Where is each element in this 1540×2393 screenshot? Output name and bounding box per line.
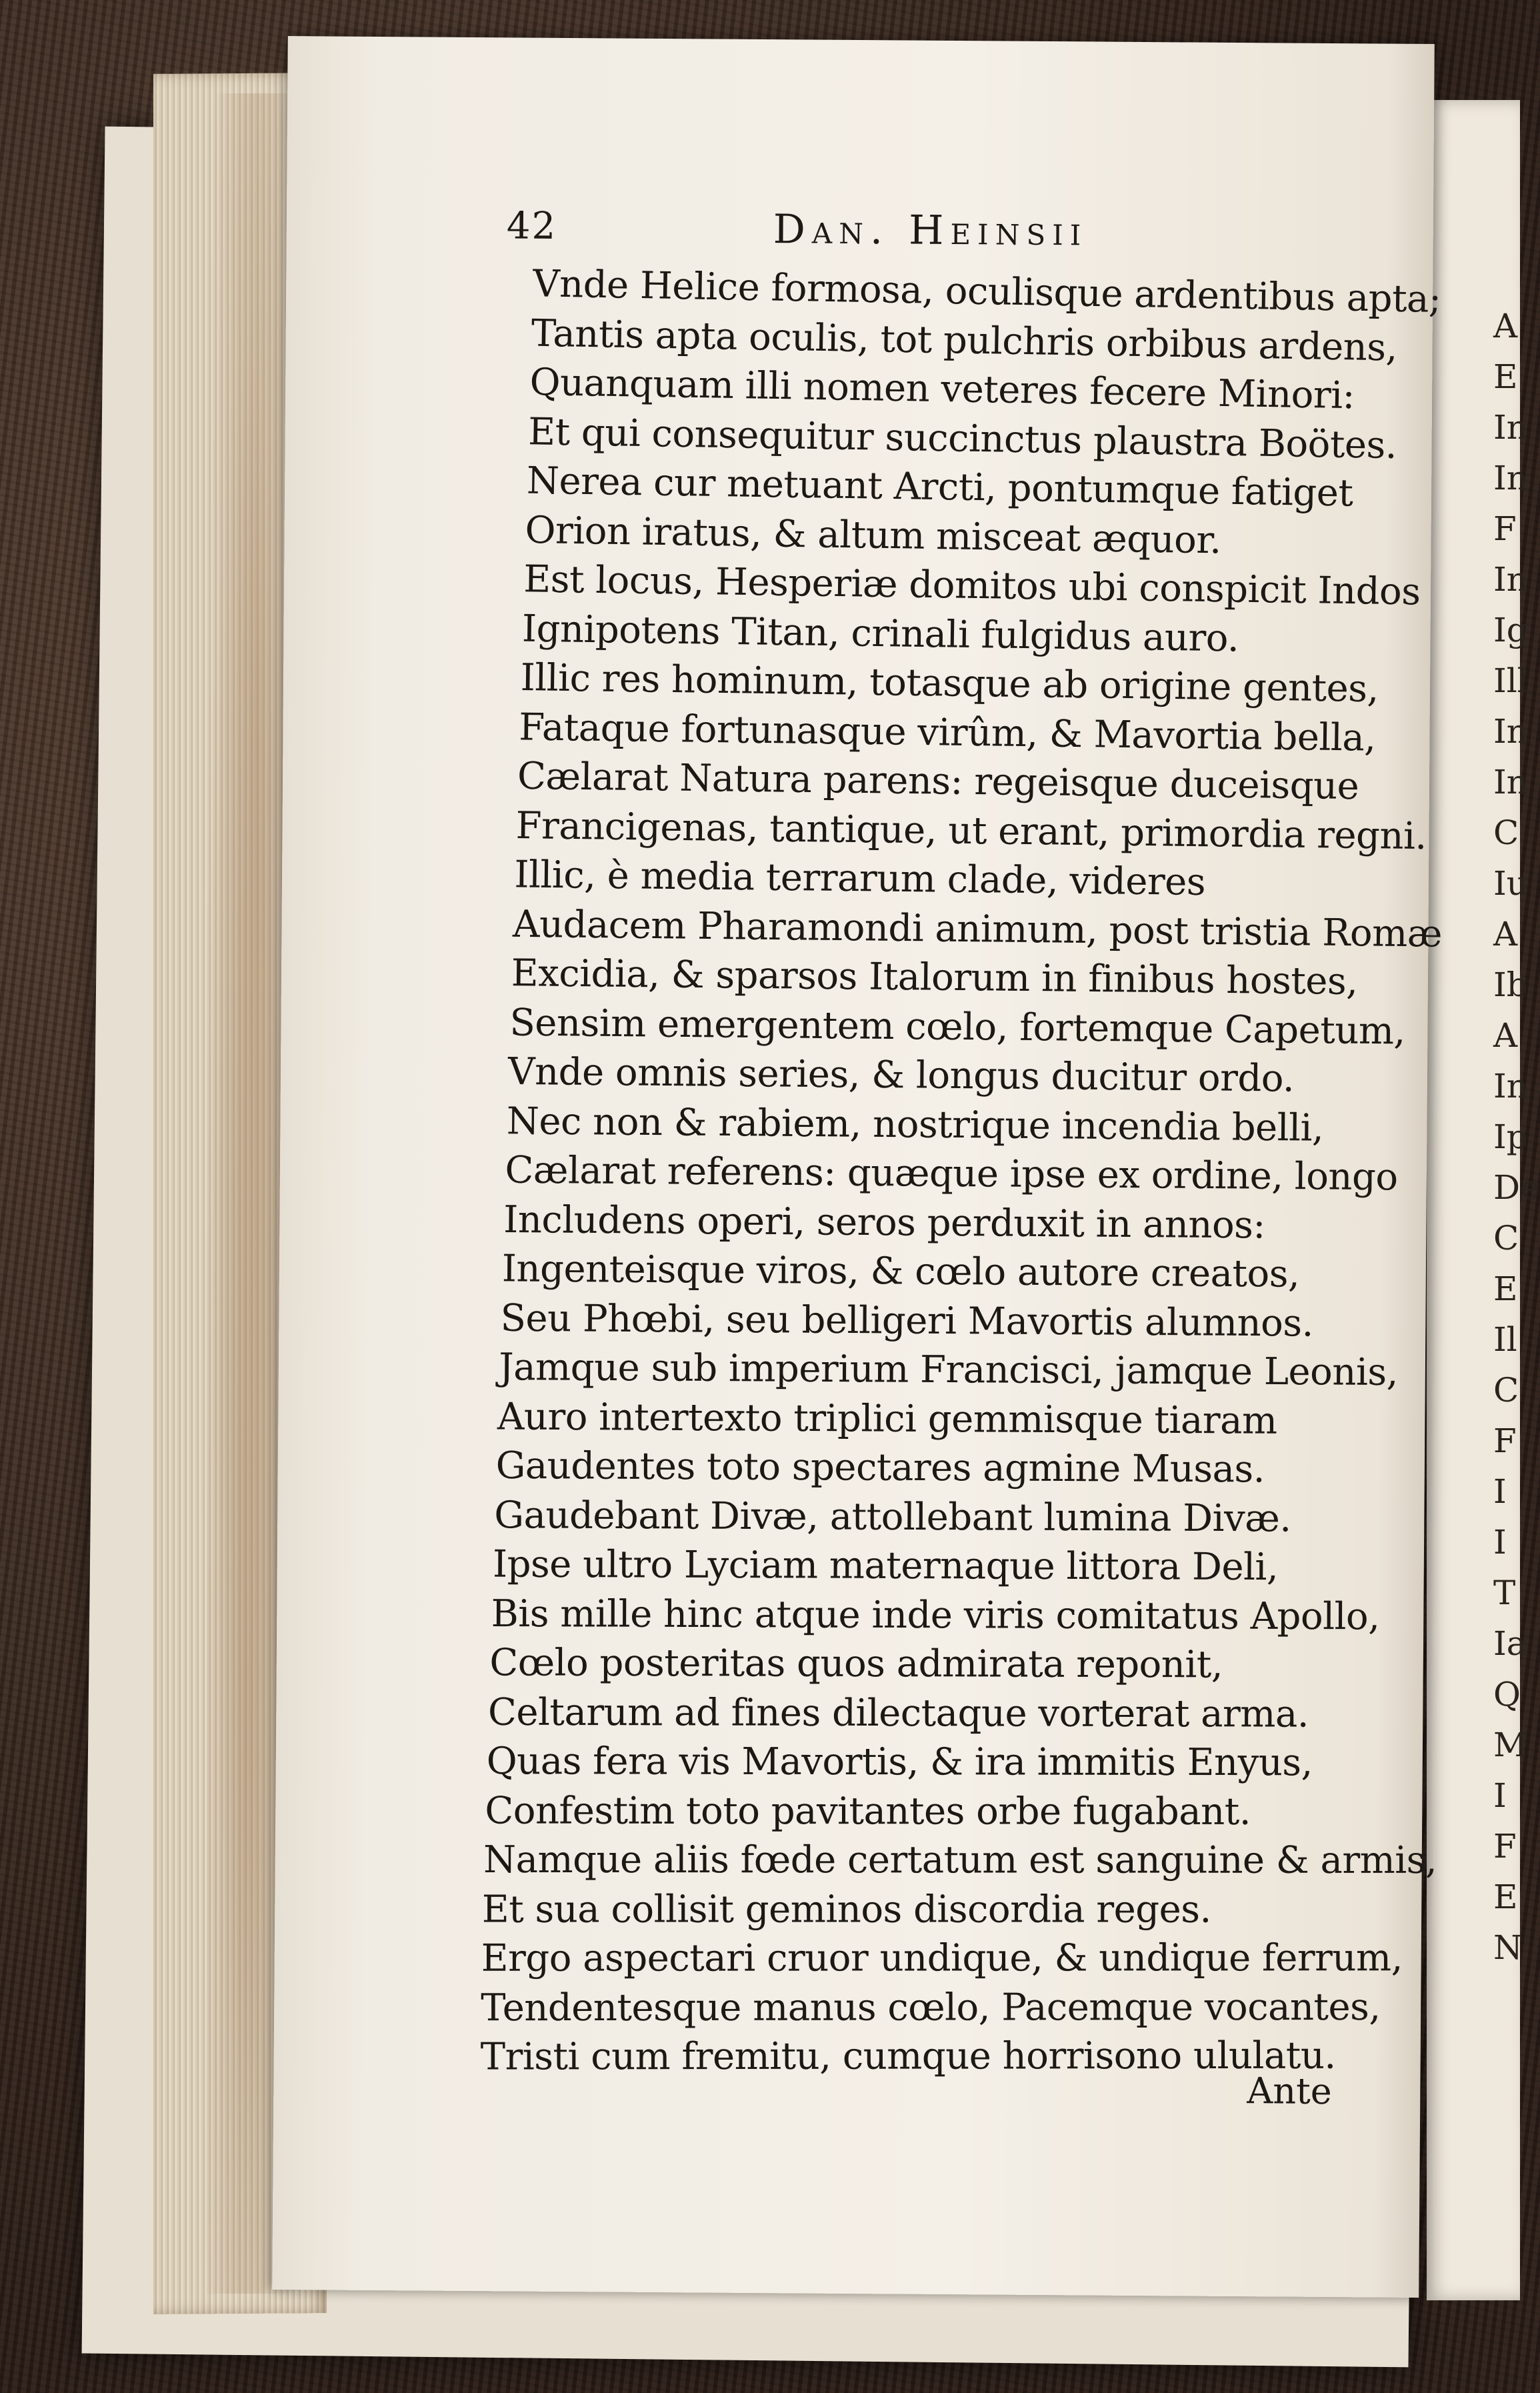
text-line: Fataque fortunasque virûm, & Mavortia bella, bbox=[518, 705, 1376, 760]
text-line: Ignipotens Titan, crinali fulgidus auro. bbox=[521, 607, 1239, 660]
text-line: Gaudebant Divæ, attollebant lumina Divæ. bbox=[494, 1493, 1291, 1540]
text-line: Audacem Pharamondi animum, post tristia Romæ bbox=[512, 902, 1443, 956]
text-line: Sensim emergentem cœlo, fortemque Capetum, bbox=[509, 1000, 1406, 1053]
facing-page-letter: In bbox=[1493, 560, 1528, 599]
text-line: Jamque sub imperium Francisci, jamque Leonis, bbox=[499, 1346, 1399, 1395]
text-line: Tristi cum fremitu, cumque horrisono ululatu. bbox=[480, 2034, 1336, 2079]
facing-page-letter: E bbox=[1493, 357, 1518, 396]
text-line: Cælarat referens: quæque ipse ex ordine, longo bbox=[505, 1148, 1398, 1200]
text-line: Auro intertexto triplici gemmisque tiaram bbox=[497, 1394, 1277, 1443]
catchword: Ante bbox=[1247, 2070, 1332, 2113]
facing-page-letter: Iu bbox=[1493, 864, 1528, 903]
facing-page-letter: In bbox=[1493, 1067, 1528, 1105]
facing-page-letter: M bbox=[1493, 1726, 1528, 1764]
facing-page-letter: Q bbox=[1493, 1675, 1521, 1714]
text-line: Cœlo posteritas quos admirata reponit, bbox=[489, 1641, 1223, 1687]
facing-page-letter: I bbox=[1493, 1472, 1507, 1511]
text-line: Celtarum ad fines dilectaque vorterat arma. bbox=[488, 1690, 1309, 1736]
facing-page-letter: A bbox=[1493, 307, 1518, 345]
text-line: Namque aliis fœde certatum est sanguine & armis, bbox=[483, 1838, 1437, 1882]
text-line: Quas fera vis Mavortis, & ira immitis Enyus, bbox=[486, 1740, 1313, 1785]
text-line: Illic res hominum, totasque ab origine gentes, bbox=[520, 655, 1379, 711]
page-header bbox=[507, 204, 1473, 257]
facing-page-letter: T bbox=[1493, 1574, 1516, 1612]
text-line: Et sua collisit geminos discordia reges. bbox=[481, 1887, 1211, 1932]
facing-page-letter: N bbox=[1493, 1928, 1523, 1967]
text-line: Vnde Helice formosa, oculisque ardentibus apta; bbox=[532, 262, 1441, 321]
facing-page-letter: In bbox=[1493, 712, 1528, 751]
text-line: Nerea cur metuant Arcti, pontumque fatiget bbox=[526, 459, 1353, 515]
running-head: Dan. Heinsii bbox=[773, 206, 1088, 255]
text-line: Orion iratus, & altum misceat æquor. bbox=[525, 508, 1222, 562]
text-line: Francigenas, tantique, ut erant, primordia regni. bbox=[515, 803, 1427, 858]
text-line: Includens operi, seros perduxit in annos: bbox=[503, 1198, 1266, 1248]
facing-page-letter: I bbox=[1493, 1523, 1507, 1562]
facing-page-letter: F bbox=[1493, 509, 1517, 548]
text-line: Bis mille hinc atque inde viris comitatus Apollo, bbox=[491, 1592, 1380, 1638]
facing-page-letter: Ip bbox=[1493, 1117, 1528, 1156]
page-number: 42 bbox=[506, 204, 557, 248]
text-line: Cælarat Natura parens: regeisque duceisque bbox=[517, 754, 1359, 809]
text-line: Vnde omnis series, & longus ducitur ordo. bbox=[507, 1049, 1295, 1101]
text-line: Illic, è media terrarum clade, videres bbox=[514, 853, 1206, 904]
text-line: Seu Phœbi, seu belligeri Mavortis alumnos. bbox=[500, 1296, 1314, 1346]
text-line: Nec non & rabiem, nostrique incendia belli, bbox=[506, 1099, 1324, 1150]
facing-page-letter: C bbox=[1493, 813, 1519, 852]
text-line: Et qui consequitur succinctus plaustra Boötes. bbox=[527, 409, 1397, 467]
facing-page-letter: Ill bbox=[1493, 661, 1528, 700]
facing-page-letter: F bbox=[1493, 1422, 1517, 1460]
facing-page-letter: In bbox=[1493, 459, 1528, 497]
facing-page-letter: In bbox=[1493, 763, 1528, 801]
facing-page-letter: De bbox=[1493, 1168, 1540, 1207]
facing-page-letter: A bbox=[1493, 915, 1518, 953]
text-line: Excidia, & sparsos Italorum in finibus hostes, bbox=[511, 951, 1358, 1003]
text-line: Quanquam illi nomen veteres fecere Minori: bbox=[529, 360, 1355, 418]
text-line: Ipse ultro Lyciam maternaque littora Deli, bbox=[492, 1542, 1279, 1590]
book-page bbox=[272, 36, 1443, 2298]
text-line: Gaudentes toto spectares agmine Musas. bbox=[495, 1444, 1265, 1492]
facing-page-letter: C bbox=[1493, 1219, 1519, 1258]
facing-page-letter: Il bbox=[1493, 1320, 1517, 1359]
facing-page-letter: In bbox=[1493, 408, 1528, 447]
facing-page-letter: Ig bbox=[1493, 611, 1528, 649]
facing-page-letter: I bbox=[1493, 1776, 1507, 1815]
poem-text bbox=[480, 262, 1516, 2084]
text-line: Est locus, Hesperiæ domitos ubi conspicit Indos bbox=[523, 557, 1421, 614]
facing-page-letter: Ia bbox=[1493, 1624, 1527, 1663]
text-line: Tendentesque manus cœlo, Pacemque vocantes, bbox=[481, 1985, 1381, 2030]
facing-page-letter: C bbox=[1493, 1371, 1519, 1410]
text-line: Ingenteisque viros, & cœlo autore creatos, bbox=[501, 1247, 1300, 1296]
facing-page-letter: F bbox=[1493, 1827, 1517, 1866]
facing-page-letter: E bbox=[1493, 1270, 1518, 1308]
facing-page-letter: E bbox=[1493, 1878, 1518, 1916]
text-line: Tantis apta oculis, tot pulchris orbibus ardens, bbox=[531, 311, 1398, 370]
text-line: Ergo aspectari cruor undique, & undique ferrum, bbox=[481, 1936, 1403, 1980]
text-line: Confestim toto pavitantes orbe fugabant. bbox=[485, 1789, 1251, 1834]
facing-page-letter: Ib bbox=[1493, 965, 1528, 1004]
facing-page-letter: A bbox=[1493, 1016, 1518, 1055]
